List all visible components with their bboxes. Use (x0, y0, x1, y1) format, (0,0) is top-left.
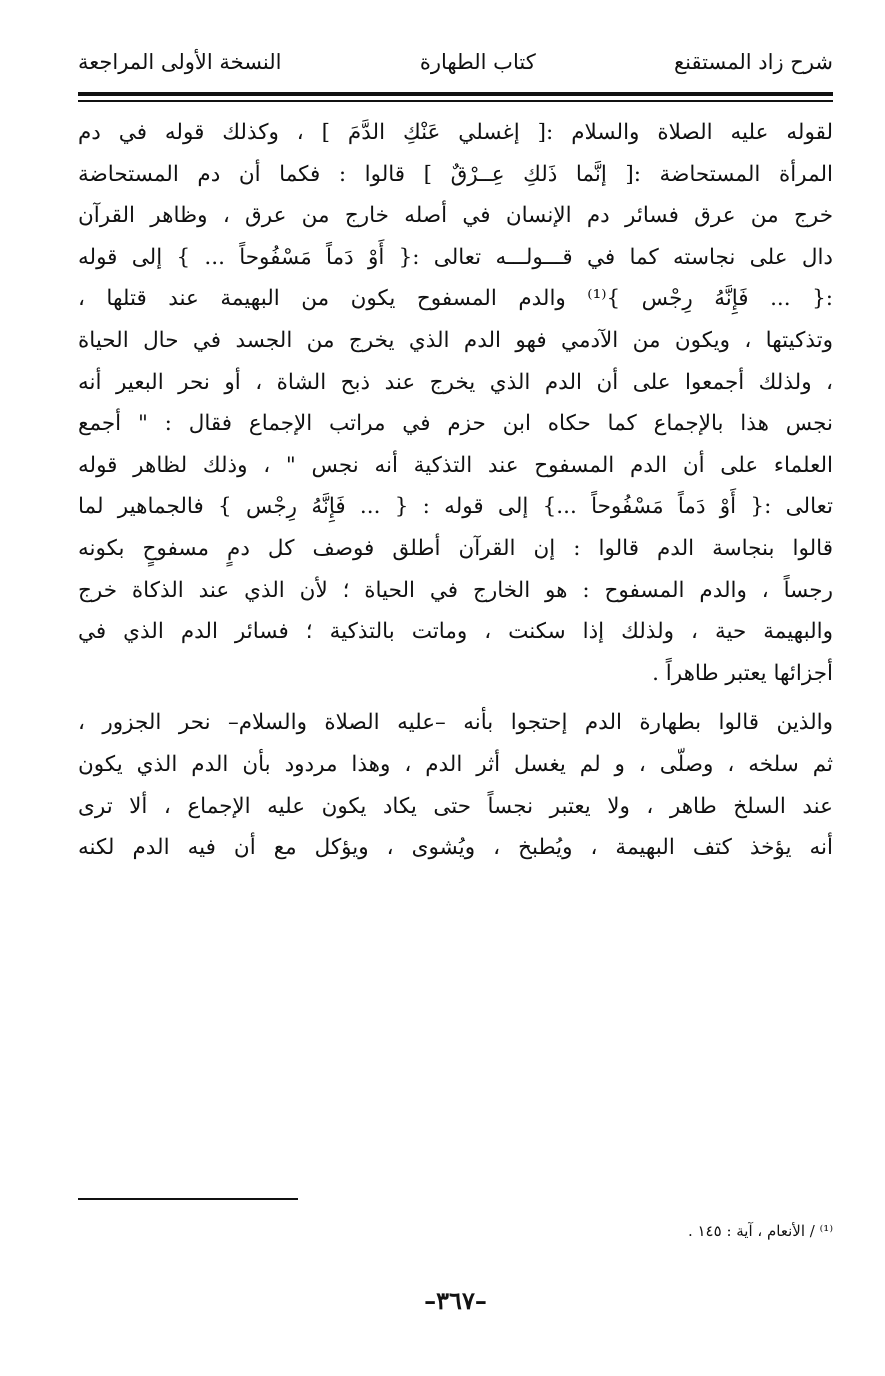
header-rule-thick (78, 92, 833, 96)
paragraph-1 (78, 112, 833, 694)
chapter-title: كتاب الطهارة (419, 50, 536, 74)
text-line: قالوا بنجاسة الدم قالوا : إن القرآن أطلق فوصف كل دمٍ مسفوحٍ بكونه (78, 535, 833, 561)
main-text (78, 112, 833, 869)
text-line: دال على نجاسته كما في قـــولـــه تعالى :{ أَوْ دَماً مَسْفُوحاً ... } إلى قوله (78, 244, 833, 270)
text-line: رجساً ، والدم المسفوح : هو الخارج في الحياة ؛ لأن الذي عند الذكاة خرج (78, 577, 833, 603)
text-line: العلماء على أن الدم المسفوح عند التذكية أنه نجس " ، وذلك لظاهر قوله (78, 452, 833, 478)
running-header (78, 50, 833, 84)
paragraph-2 (78, 702, 833, 868)
text-line: أنه يؤخذ كتف البهيمة ، ويُطبخ ، ويُشوى ، ويؤكل مع أن فيه الدم لكنه (78, 835, 833, 861)
text-line: عند السلخ طاهر ، ولا يعتبر نجساً حتى يكاد يكون عليه الإجماع ، ألا ترى (78, 793, 833, 819)
page-number: –٣٦٧– (424, 1286, 487, 1315)
text-line: ثم سلخه ، وصلّى ، و لم يغسل أثر الدم ، وهذا مردود بأن الدم الذي يكون (78, 751, 833, 777)
text-line: لقوله عليه الصلاة والسلام :[ إغسلي عَنْكِ الدَّمَ ] ، وكذلك قوله في دم (78, 120, 833, 145)
text-line: والبهيمة حية ، ولذلك إذا سكنت ، وماتت بالتذكية ؛ فسائر الدم الذي في (78, 619, 833, 645)
text-line: المرأة المستحاضة :[ إنَّما ذَلكِ عِــرْقٌ ] قالوا : فكما أن دم المستحاضة (78, 161, 833, 187)
text-line: وتذكيتها ، ويكون من الآدمي فهو الدم الذي يخرج من الجسد في حال الحياة (78, 327, 833, 353)
footnote-rule (78, 1198, 298, 1200)
text-line: نجس هذا بالإجماع كما حكاه ابن حزم في مراتب الإجماع فقال : " أجمع (78, 411, 833, 437)
text-line: خرج من عرق فسائر دم الإنسان في أصله خارج من عرق ، وظاهر القرآن (78, 203, 833, 229)
footnote: ⁽¹⁾ / الأنعام ، آية : ١٤٥ . (687, 1222, 833, 1240)
edition-label: النسخة الأولى المراجعة (78, 50, 282, 74)
book-page (78, 0, 833, 1376)
header-rule-thin (78, 100, 833, 102)
book-title: شرح زاد المستقنع (674, 50, 833, 74)
text-line: :{ ... فَإِنَّهُ رِجْس }⁽¹⁾ والدم المسفوح يكون من البهيمة عند قتلها ، (78, 286, 833, 312)
text-line: والذين قالوا بطهارة الدم إحتجوا بأنه –عليه الصلاة والسلام– نحر الجزور ، (78, 710, 833, 736)
text-line: ، ولذلك أجمعوا على أن الدم الذي يخرج عند ذبح الشاة ، أو نحر البعير أنه (78, 369, 833, 395)
text-line: أجزائها يعتبر طاهراً . (652, 660, 833, 686)
text-line: تعالى :{ أَوْ دَماً مَسْفُوحاً ...} إلى قوله : { ... فَإِنَّهُ رِجْس } فالجماهير لما (78, 494, 833, 520)
